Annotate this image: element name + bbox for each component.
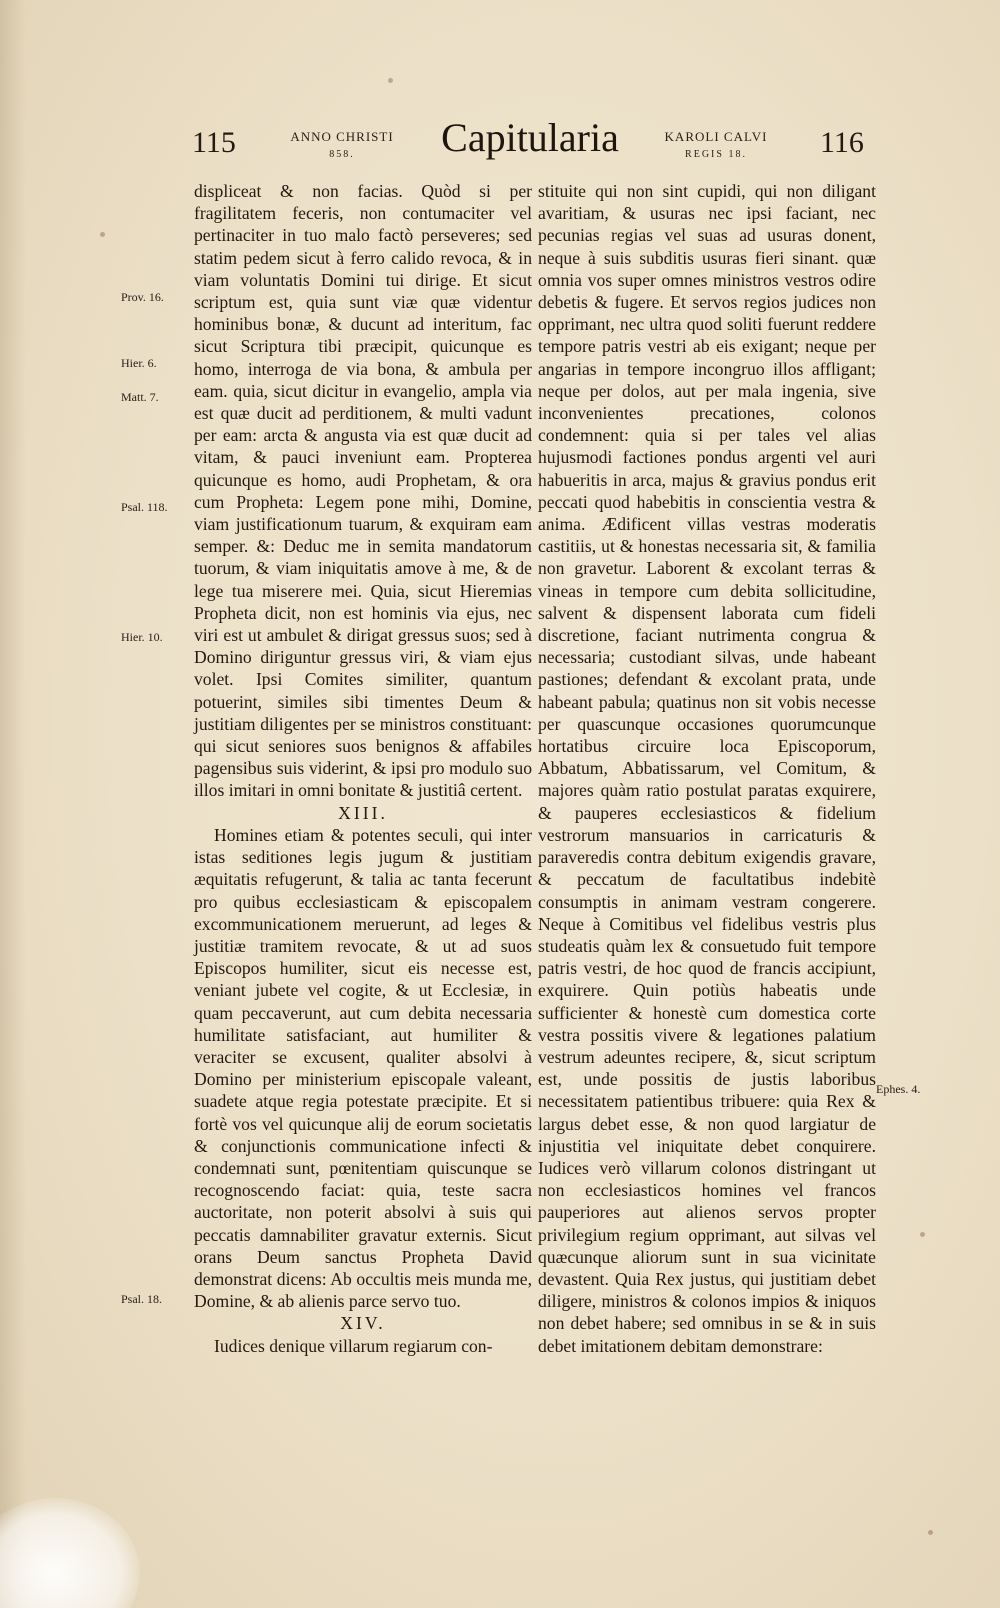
margin-note-matt: Matt. 7. — [121, 390, 159, 404]
page-edge-shadow — [0, 0, 26, 1608]
right-paragraph: stituite qui non sint cupidi, qui non diligant avaritiam, & usuras nec ipsi faciant, nec pecunias regias vel suas ad usuras donent, neque à suis subditis usuras fieri sinant. quæ omnia vos super omnes ministros vestros odire debetis & fugere. Et servos regios judices non opprimant, nec ultra quod soliti fuerunt reddere tempore patris vestri ab eis exigant; neque per angarias in tempore incongruo illos affligant; neque per dolos, aut per mala ingenia, sive inconvenientes precationes, colonos condemnent: quia si per tales vel alias hujusmodi factiones pondus argenti vel auri habueritis in arca, majus & gravius pondus erit peccati quod habebitis in conscientia vestra & anima. Ædificent villas vestras moderatis castitiis, ut & honestas necessaria sit, & familia non gravetur. Laborent & excolant terras & vineas in tempore cum debita sollicitudine, salvent & dispensent laborata cum fideli discretione, faciant nutrimenta congrua & necessaria; custodiant silvas, unde habeant pastiones; defendant & excolant prata, unde habeant pabula; quatinus non sit vobis necesse per quascunque occasiones quorumcunque hortatibus circuire loca Episcoporum, Abbatum, Abbatissarum, vel Comitum, & majores quàm ratio postulat paratas exquirere, & pauperes ecclesiasticos & fidelium vestrorum mansuarios in carricaturis & paraveredis contra debitum exigendis gravare, & peccatum de facultatibus indebitè consumptis in animam vestram congerere. Neque à Comitibus vel fidelibus vestris plus studeatis quàm lex & consuetudo fuit tempore patris vestri, de hoc quod de francis accipiunt, exquirere. Quin potiùs habeatis unde sufficienter & honestè cum domestica corte vestra possitis vivere & legationes palatium vestrum adeuntes recipere, &, sicut scriptum est, unde possitis de justis laboribus necessitatem patientibus tribuere: quia Rex & largus debet esse, & non quod largiatur de injustitia vel iniquitate debet conquirere. Iudices verò villarum colonos distringant ut non ecclesiasticos homines vel francos pauperiores aut alienos servos propter privilegium regium opprimant, aut silvas vel quæcunque aliorum sunt in sua vicinitate devastent. Quia Rex justus, qui justitiam debet diligere, ministros & colonos impios & iniquos non debet habere; sed omnibus in se & in suis debet imitationem debitam demonstrare: — [538, 181, 876, 1356]
regis-label: REGIS 18. — [685, 148, 747, 160]
page-number-right: 116 — [820, 126, 864, 159]
margin-note-psal-118: Psal. 118. — [121, 500, 168, 514]
foxing-spot — [100, 232, 105, 237]
foxing-spot — [928, 1530, 933, 1535]
margin-note-psal-18: Psal. 18. — [121, 1292, 163, 1306]
section-number-xiii: XIII. — [338, 802, 388, 823]
king-label: KAROLI CALVI — [664, 129, 768, 144]
margin-note-prov: Prov. 16. — [121, 290, 164, 304]
running-header — [0, 0, 1000, 180]
left-text-column — [194, 180, 532, 1380]
margin-note-hier-10: Hier. 10. — [121, 630, 163, 644]
anno-christi-label: ANNO CHRISTI — [290, 129, 394, 144]
left-last-line: Iudices denique villarum regiarum con- — [214, 1335, 493, 1356]
page-number-left: 115 — [192, 126, 236, 159]
left-paragraph: displiceat & non facias. Quòd si per fragilitatem feceris, non contumaciter vel pertinaciter in tuo malo factò perseveres; sed statim pedem sicut à ferro calido revoca, & in viam voluntatis Domini tui dirige. Et sicut scriptum est, quia sunt viæ quæ videntur hominibus bonæ, & ducunt ad interitum, fac sicut Scriptura tibi præcipit, quicunque es homo, interroga de via bona, & ambula per eam. quia, sicut dicitur in evangelio, ampla via est quæ ducit ad perditionem, & multi vadunt per eam: arcta & angusta via est quæ ducit ad vitam, & pauci inveniunt eam. Propterea quicunque es homo, audi Prophetam, & ora cum Propheta: Legem pone mihi, Domine, viam justificationum tuarum, & exquiram eam semper. &: Deduc me in semita mandatorum tuorum, & viam iniquitatis amove à me, & de lege tua miserere mei. Quia, sicut Hieremias Propheta dicit, non est hominis via ejus, nec viri est ut ambulet & dirigat gressus suos; sed à Domino diriguntur gressus viri, & viam ejus volet. Ipsi Comites similiter, quantum potuerint, similes sibi timentes Deum & justitiam diligentes per se ministros constituant: qui sicut seniores suos benignos & affabiles pagensibus suis viderint, & ipsi pro modulo suo illos imitari in omni bonitate & justitiâ certent. — [194, 181, 532, 801]
section-number-xiv: XIV. — [340, 1313, 386, 1334]
king-heading — [646, 130, 786, 160]
foxing-spot — [920, 1232, 925, 1237]
page-title: Capitularia — [441, 115, 619, 160]
paper-blemish — [0, 1498, 140, 1608]
margin-note-hier-6: Hier. 6. — [121, 356, 157, 370]
left-paragraph: Homines etiam & potentes seculi, qui inter istas seditiones legis jugum & justitiam æquitatis refugerunt, & talia ac tanta fecerunt pro quibus ecclesiasticam & episcopalem excommunicationem meruerunt, ad leges & justitiæ tramitem revocate, & ut ad suos Episcopos humiliter, sicut eis necesse est, veniant jubete vel cogite, & ut Ecclesiæ, in quam peccaverunt, aut cum debita necessaria humilitate satisfaciant, aut humiliter & veraciter se excusent, qualiter absolvi à Domino per ministerium episcopale valeant, suadete atque regia potestate præcipite. Et si fortè vos vel quicunque alij de eorum societatis & conjunctionis communicatione infecti & condemnati sunt, pœnitentiam quiscunque se recognoscendo faciat: quia, teste sacra auctoritate, non poterit absolvi à suis qui peccatis damnabiliter gravatur externis. Sicut orans Deum sanctus Propheta David demonstrat dicens: Ab occultis meis munda me, Domine, & ab alienis parce servo tuo. — [194, 824, 532, 1312]
year-heading — [272, 130, 412, 160]
right-text-column — [538, 180, 876, 1380]
anno-year: 858. — [329, 148, 355, 160]
margin-note-ephes: Ephes. 4. — [876, 1082, 921, 1096]
